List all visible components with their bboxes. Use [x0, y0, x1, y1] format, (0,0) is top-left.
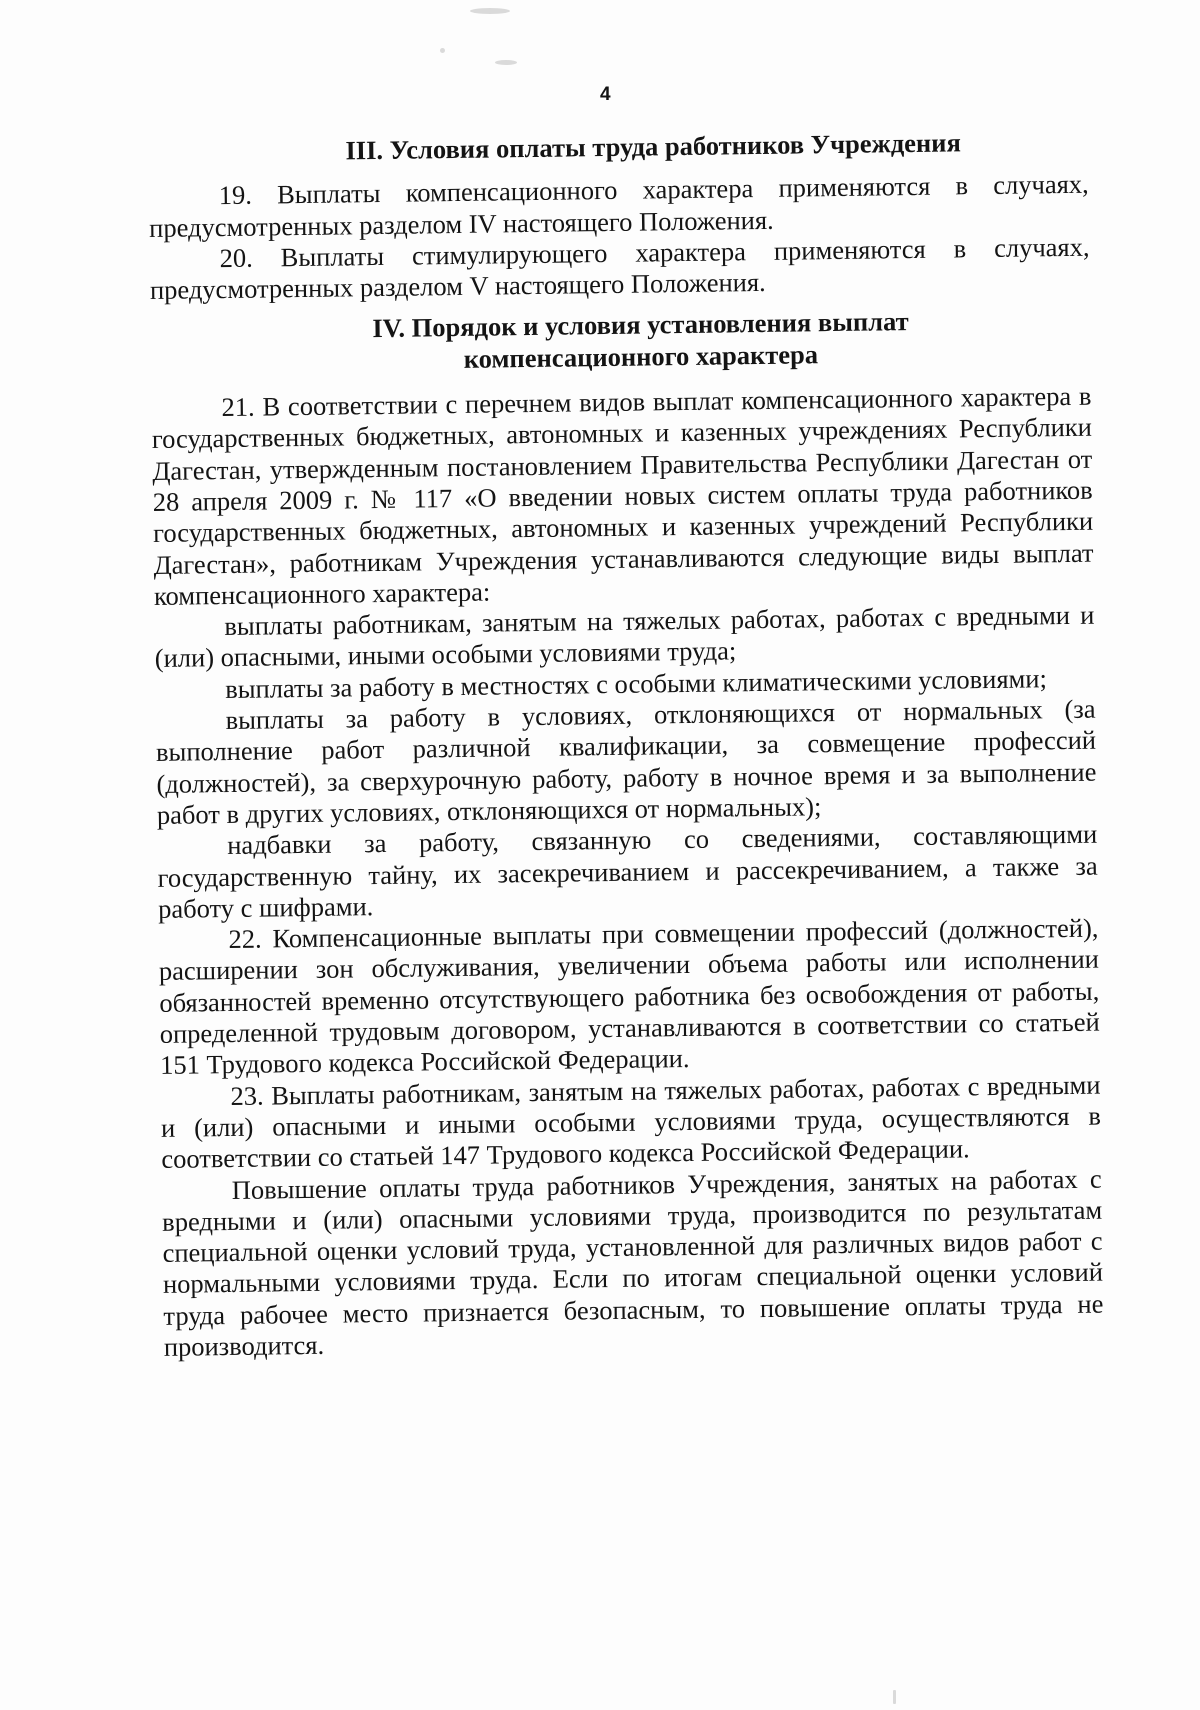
- section-3-title: III. Условия оплаты труда работников Учреждения: [345, 127, 961, 166]
- scan-artifact: [495, 60, 517, 65]
- paragraph-22: 22. Компенсационные выплаты при совмещении профессий (должностей), расширении зон обслуживания, увеличении объема работы или исполнении обязанностей временно отсутствующего работника без освобождения от работы, определенной трудовым договором, устанавливаются в соответствии со статьей 151 Трудового кодекса Российской Федерации.: [158, 912, 1100, 1081]
- paragraph-21: 21. В соответствии с перечнем видов выплат компенсационного характера в государственных бюджетных, автономных и казенных учреждениях Республики Дагестан, утвержденным постановлением Правительства Республики Дагестан от 28 апреля 2009 г. № 117 «О введении новых систем оплаты труда работников государственных бюджетных, автономных и казенных учреждений Республики Дагестан», работникам Учреждения устанавливаются следующие виды выплат компенсационного характера:: [151, 380, 1094, 611]
- list-item-deviating-conditions: выплаты за работу в условиях, отклоняющихся от нормальных (за выполнение работ различной квалификации, за совмещение профессий (должностей), за сверхурочную работу, работу в ночное время и за выполнение работ в других условиях, отклоняющихся от нормальных);: [155, 693, 1097, 830]
- paragraph-19: 19. Выплаты компенсационного характера применяются в случаях, предусмотренных разделом IV настоящего Положения.: [148, 168, 1089, 243]
- scan-artifact: [470, 8, 510, 14]
- section-4-title-line-2: компенсационного характера: [463, 339, 819, 374]
- list-item-hard-work: выплаты работникам, занятым на тяжелых работах, работах с вредными и (или) опасными, иными особыми условиями труда;: [154, 599, 1095, 674]
- paragraph-pay-increase: Повышение оплаты труда работников Учреждения, занятых на работах с вредными и (или) опасными условиями труда, производится по результатам специальной оценки условий труда, установленной для различных видов работ с нормальными условиями труда. Если по итогам специальной оценки условий труда рабочее место признается безопасным, то повышение оплаты труда не производится.: [161, 1163, 1104, 1362]
- scan-artifact: [893, 1690, 896, 1704]
- list-item-climate: выплаты за работу в местностях с особыми климатическими условиями;: [225, 663, 1048, 704]
- document-body: [148, 126, 1104, 1363]
- paragraph-23: 23. Выплаты работникам, занятым на тяжелых работах, работах с вредными и (или) опасными и иными особыми условиями труда, осуществляются в соответствии со статьей 147 Трудового кодекса Российской Федерации.: [160, 1069, 1102, 1175]
- page-number: 4: [600, 84, 611, 105]
- list-item-state-secret: надбавки за работу, связанную со сведениями, составляющими государственную тайну, их засекречиванием и рассекречиванием, а также за работу с шифрами.: [157, 818, 1098, 924]
- scan-artifact: [440, 48, 445, 53]
- section-4-title: [150, 304, 1091, 379]
- section-4-title-line-1: IV. Порядок и условия установления выплат: [372, 306, 909, 344]
- paragraph-20: 20. Выплаты стимулирующего характера применяются в случаях, предусмотренных разделом V настоящего Положения.: [149, 231, 1090, 306]
